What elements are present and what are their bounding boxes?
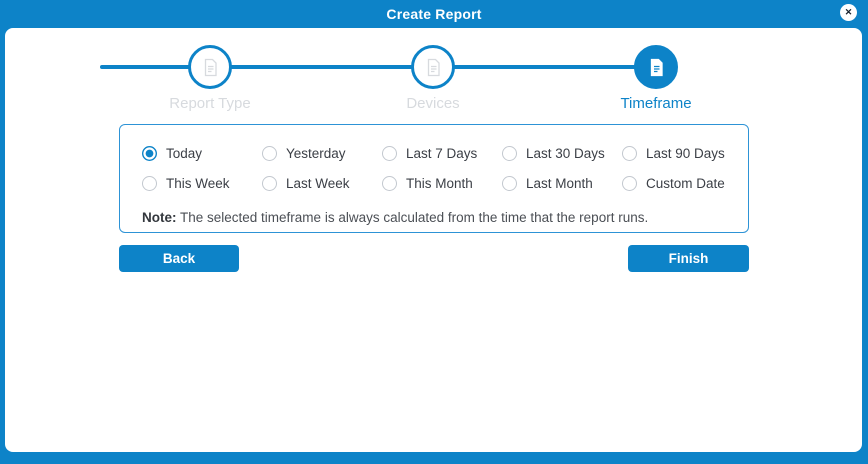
radio-option-last-30-days[interactable] <box>502 146 622 161</box>
close-icon: ✕ <box>844 7 853 17</box>
step-label: Devices <box>406 95 460 112</box>
step-label: Report Type <box>169 95 251 112</box>
radio-option-custom-date[interactable] <box>622 176 742 191</box>
radio-option-last-7-days[interactable] <box>382 146 502 161</box>
radio-icon[interactable] <box>502 176 517 191</box>
note-text: The selected timeframe is always calculated from the time that the report runs. <box>176 210 649 225</box>
step-circle <box>411 45 455 89</box>
step-label: Timeframe <box>620 95 692 112</box>
modal-title: Create Report <box>386 6 482 22</box>
step-circle <box>188 45 232 89</box>
step-report-type[interactable] <box>140 45 280 112</box>
radio-label: Last Week <box>286 175 350 191</box>
step-timeframe[interactable] <box>586 45 726 112</box>
radio-option-last-week[interactable] <box>262 176 382 191</box>
timeframe-options-panel <box>119 124 749 233</box>
note-label: Note: <box>142 210 177 225</box>
radio-label: Yesterday <box>286 145 346 161</box>
radio-icon[interactable] <box>622 146 637 161</box>
radio-icon[interactable] <box>622 176 637 191</box>
radio-option-last-90-days[interactable] <box>622 146 742 161</box>
radio-icon[interactable] <box>382 146 397 161</box>
radio-label: Today <box>166 145 203 161</box>
options-row-1 <box>142 138 748 168</box>
radio-option-yesterday[interactable] <box>262 146 382 161</box>
step-devices[interactable] <box>363 45 503 112</box>
step-circle <box>634 45 678 89</box>
radio-icon[interactable] <box>142 176 157 191</box>
radio-label: This Week <box>166 175 230 191</box>
radio-option-last-month[interactable] <box>502 176 622 191</box>
radio-option-this-month[interactable] <box>382 176 502 191</box>
radio-icon[interactable] <box>142 146 157 161</box>
radio-label: Last Month <box>526 175 593 191</box>
timeframe-note <box>142 210 748 225</box>
radio-label: Last 30 Days <box>526 145 605 161</box>
radio-icon[interactable] <box>262 146 277 161</box>
create-report-dialog <box>5 28 862 452</box>
radio-label: Last 7 Days <box>406 145 478 161</box>
radio-label: This Month <box>406 175 473 191</box>
radio-icon[interactable] <box>502 146 517 161</box>
radio-label: Last 90 Days <box>646 145 725 161</box>
radio-option-today[interactable] <box>142 146 262 161</box>
radio-option-this-week[interactable] <box>142 176 262 191</box>
radio-icon[interactable] <box>262 176 277 191</box>
radio-icon[interactable] <box>382 176 397 191</box>
document-icon <box>425 58 442 77</box>
document-icon <box>648 58 665 77</box>
modal-header <box>0 0 868 28</box>
finish-button[interactable]: Finish <box>628 245 749 272</box>
back-button[interactable]: Back <box>119 245 239 272</box>
close-button[interactable] <box>840 4 857 21</box>
document-icon <box>202 58 219 77</box>
radio-label: Custom Date <box>646 175 725 191</box>
options-row-2 <box>142 168 748 198</box>
